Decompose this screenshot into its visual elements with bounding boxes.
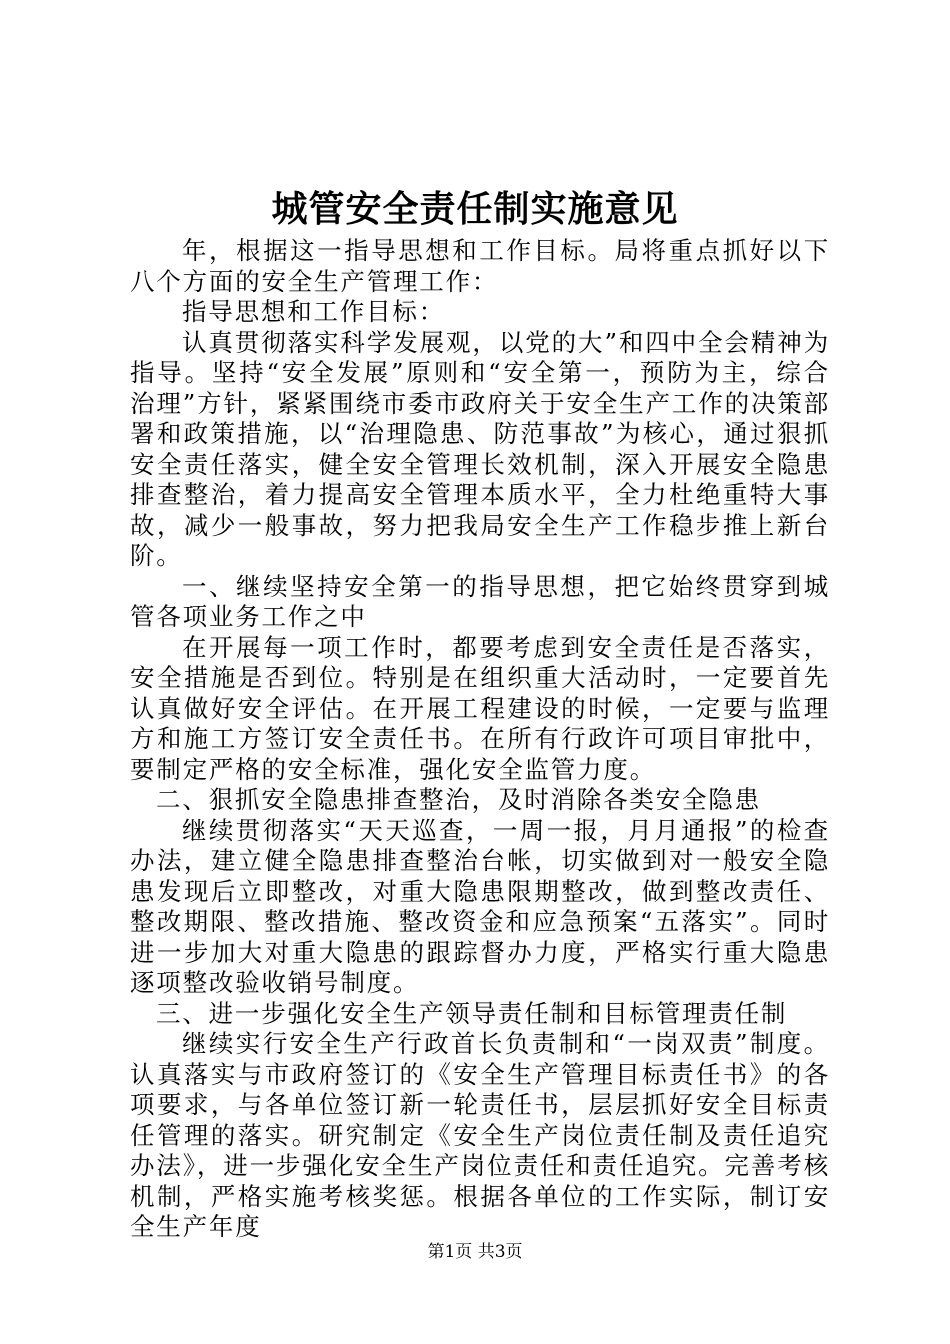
paragraph-section-1: 在开展每一项工作时，都要考虑到安全责任是否落实，安全措施是否到位。特别是在组织重大活动时，一定要首先认真做好安全评估。在开展工程建设的时候，一定要与监理方和施工方签订安全责任书。在所有行政许可项目审批中，要制定严格的安全标准，强化安全监管力度。: [130, 632, 830, 784]
paragraph-section-2: 继续贯彻落实“天天巡查，一周一报，月月通报”的检查办法，建立健全隐患排查整治台帐，切实做到对一般安全隐患发现后立即整改，对重大隐患限期整改，做到整改责任、整改期限、整改措施、整改资金和应急预案“五落实”。同时进一步加大对重大隐患的跟踪督办力度，严格实行重大隐患逐项整改验收销号制度。: [130, 815, 830, 997]
paragraph-guideline-body: 认真贯彻落实科学发展观，以党的大”和四中全会精神为指导。坚持“安全发展”原则和“安全第一，预防为主，综合治理”方针，紧紧围绕市委市政府关于安全生产工作的决策部署和政策措施，以“治理隐患、防范事故”为核心，通过狠抓安全责任落实，健全安全管理长效机制，深入开展安全隐患排查整治，着力提高安全管理本质水平，全力杜绝重特大事故，减少一般事故，努力把我局安全生产工作稳步推上新台阶。: [130, 327, 830, 570]
paragraph-guideline-heading: 指导思想和工作目标：: [182, 297, 445, 326]
section-heading-3: 三、进一步强化安全生产领导责任制和目标管理责任制: [156, 998, 788, 1028]
document-title: 城管安全责任制实施意见: [271, 188, 679, 230]
document-body: [130, 236, 830, 1243]
page-footer: 第1页 共3页: [427, 1242, 523, 1262]
paragraph-intro: 年，根据这一指导思想和工作目标。局将重点抓好以下八个方面的安全生产管理工作：: [130, 236, 830, 296]
paragraph-section-3: 继续实行安全生产行政首长负责制和“一岗双责”制度。认真落实与市政府签订的《安全生产管理目标责任书》的各项要求，与各单位签订新一轮责任书，层层抓好安全目标责任管理的落实。研究制定《安全生产岗位责任制及责任追究办法》，进一步强化安全生产岗位责任和责任追究。完善考核机制，严格实施考核奖惩。根据各单位的工作实际，制订安全生产年度: [130, 1029, 830, 1241]
section-heading-1: 一、继续坚持安全第一的指导思想，把它始终贯穿到城管各项业务工作之中: [130, 571, 830, 631]
section-heading-2: 二、狠抓安全隐患排查整治，及时消除各类安全隐患: [156, 785, 761, 814]
